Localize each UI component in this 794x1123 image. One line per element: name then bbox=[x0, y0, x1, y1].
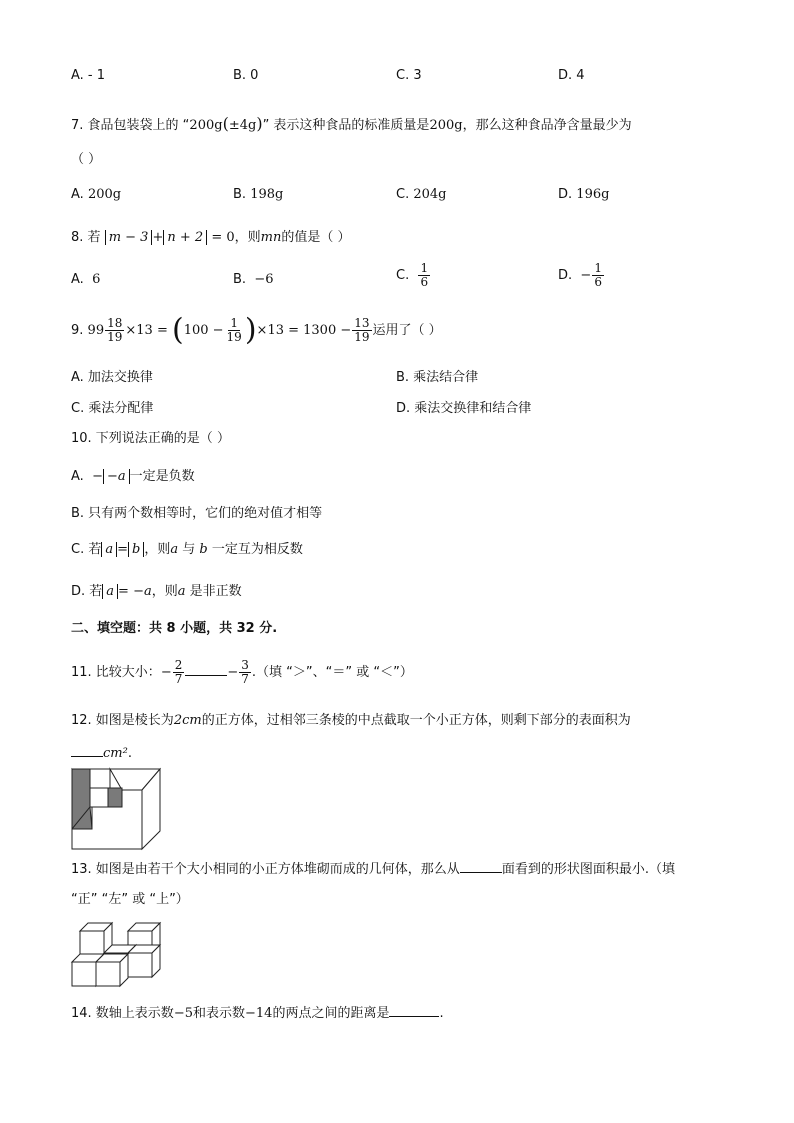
q6-option-d: D. 4 bbox=[558, 68, 585, 83]
q10-d-a: a bbox=[177, 584, 186, 599]
q8-option-d bbox=[558, 262, 605, 289]
q9-fraction-1 bbox=[105, 317, 124, 344]
q9-number: 9. bbox=[71, 323, 84, 338]
q7-option-b-value: 198g bbox=[250, 187, 284, 202]
q8-option-a bbox=[71, 271, 100, 289]
q7-tol-paren-close: ) bbox=[256, 114, 263, 133]
q12-unit: cm² bbox=[103, 746, 128, 761]
q10-option-c bbox=[71, 541, 303, 559]
q13-text-1: 13. 如图是由若干个大小相同的小正方体堆砌而成的几何体，那么从 bbox=[71, 862, 460, 877]
q11-number: 11. 比较大小： bbox=[71, 665, 161, 680]
cube-notch-inner-shade bbox=[108, 788, 122, 807]
q7-option-b bbox=[233, 186, 283, 204]
q7-stem bbox=[71, 115, 632, 135]
q9-fraction-2 bbox=[225, 317, 244, 344]
q8-option-a-label: A. bbox=[71, 272, 84, 287]
q12-answer-line bbox=[71, 744, 132, 763]
q7-option-a bbox=[71, 186, 121, 204]
q9-fraction-3 bbox=[352, 317, 371, 344]
q12-number: 12. 如图是棱长为 bbox=[71, 713, 174, 728]
q7-option-c-value: 204g bbox=[413, 187, 447, 202]
q11-f1-num: 2 bbox=[174, 658, 183, 672]
q8-stem bbox=[71, 229, 350, 247]
q8-mn: mn bbox=[260, 230, 282, 245]
q11-fraction-1 bbox=[173, 659, 185, 686]
q8-abs-1: m − 3 bbox=[105, 230, 153, 245]
q11-f2-sign: − bbox=[227, 665, 239, 680]
q8-d-den: 6 bbox=[594, 275, 602, 289]
q13-text-1b: 面看到的形状图面积最小.（填 bbox=[501, 862, 675, 877]
q7-text-1: 食品包装袋上的 “ bbox=[87, 118, 190, 133]
q9-f3-den: 19 bbox=[354, 330, 370, 344]
q10-d-abs: a bbox=[102, 584, 118, 599]
q10-option-a bbox=[71, 468, 195, 486]
q8-option-d-label: D. bbox=[558, 268, 573, 283]
q13-cubes-figure bbox=[70, 918, 164, 990]
q9-f2-num: 1 bbox=[230, 316, 238, 330]
q11-f2-num: 3 bbox=[241, 658, 249, 672]
q7-tolerance: ±4g bbox=[228, 118, 257, 133]
q10-option-b: B. 只有两个数相等时，它们的绝对值才相等 bbox=[71, 506, 323, 521]
q8-option-c bbox=[396, 262, 431, 289]
q8-plus: + bbox=[152, 230, 164, 245]
q10-option-a-label: A. bbox=[71, 469, 84, 484]
q8-option-b bbox=[233, 271, 274, 289]
q7-option-d-value: 196g bbox=[576, 187, 610, 202]
q7-text-2: ” 表示这种食品的标准质量是 bbox=[262, 118, 430, 133]
q8-c-num: 1 bbox=[420, 261, 429, 275]
q7-option-a-value: 200g bbox=[87, 187, 122, 202]
small-cube-front bbox=[72, 962, 96, 986]
q10-a-text: 一定是负数 bbox=[129, 469, 195, 484]
q13-answer-blank[interactable] bbox=[460, 860, 502, 873]
q7-number: 7. bbox=[71, 118, 84, 133]
q13-stem-line-1 bbox=[71, 860, 675, 879]
q6-option-b: B. 0 bbox=[233, 68, 259, 83]
q9-times-13b: ×13 = 1300 − bbox=[256, 323, 352, 338]
q7-paren: （ ） bbox=[71, 152, 102, 167]
q9-f1-num: 18 bbox=[107, 316, 123, 330]
q14-text-1: 14. 数轴上表示数 bbox=[71, 1006, 174, 1021]
q8-option-b-value: −6 bbox=[254, 272, 274, 287]
q9-hundred: 100 − bbox=[183, 323, 224, 338]
q8-c-den: 6 bbox=[420, 275, 429, 289]
q8-option-b-label: B. bbox=[233, 272, 247, 287]
q9-paren-open: ( bbox=[171, 312, 184, 348]
q7-tol-paren-open: ( bbox=[222, 114, 229, 133]
q10-c-eq: = bbox=[117, 542, 129, 557]
q8-d-num: 1 bbox=[594, 261, 602, 275]
q9-option-d: D. 乘法交换律和结合律 bbox=[396, 401, 532, 416]
q9-paren-close: ) bbox=[244, 312, 257, 348]
q8-option-a-value: 6 bbox=[92, 272, 101, 287]
q9-whole: 99 bbox=[87, 323, 105, 338]
q8-text-1: ，则 bbox=[234, 230, 261, 245]
q12-cube-figure bbox=[70, 767, 164, 851]
q10-option-c-label: C. 若 bbox=[71, 542, 102, 557]
q11-stem bbox=[71, 656, 413, 690]
q9-stem bbox=[71, 314, 442, 348]
q10-c-abs-1: a bbox=[101, 542, 117, 557]
q10-c-text-3: 一定互为相反数 bbox=[211, 542, 303, 557]
q10-d-text-2: 是非正数 bbox=[189, 584, 242, 599]
q10-d-text-1: ，则 bbox=[151, 584, 178, 599]
q12-answer-blank[interactable] bbox=[71, 744, 103, 757]
q7-option-d-label: D. bbox=[558, 187, 573, 202]
q9-f1-den: 19 bbox=[107, 330, 123, 344]
q10-option-d-label: D. 若 bbox=[71, 584, 103, 599]
small-cube bbox=[96, 954, 128, 986]
q11-f1-den: 7 bbox=[174, 672, 183, 686]
q8-equals: = 0 bbox=[211, 230, 235, 245]
q11-f1-sign: − bbox=[160, 665, 172, 680]
q11-text: .（填 “＞”、“＝” 或 “＜”） bbox=[251, 665, 413, 680]
section-2-heading: 二、填空题：共 8 小题，共 32 分. bbox=[71, 621, 278, 636]
q14-number-1: −5 bbox=[173, 1006, 193, 1021]
q7-spec: 200g bbox=[189, 118, 223, 133]
q6-option-a: A. - 1 bbox=[71, 68, 106, 83]
q10-a-minus: − bbox=[92, 469, 103, 484]
q13-stem-line-2: “正” “左” 或 “上”） bbox=[71, 892, 189, 907]
cube-notch-top-face bbox=[90, 769, 110, 788]
q12-end: . bbox=[127, 746, 132, 761]
q14-text-3: 的两点之间的距离是 bbox=[272, 1006, 390, 1021]
q8-option-c-fraction bbox=[418, 262, 430, 289]
q7-standard: 200g bbox=[429, 118, 463, 133]
q14-stem bbox=[71, 1004, 444, 1023]
q10-d-eq: = −a bbox=[118, 584, 152, 599]
q10-c-text-2: 与 bbox=[182, 542, 196, 557]
small-cube bbox=[128, 945, 160, 977]
q12-text: 的正方体，过相邻三条棱的中点截取一个小正方体，则剩下部分的表面积为 bbox=[201, 713, 631, 728]
q9-text: 运用了（ ） bbox=[372, 323, 442, 338]
q14-text-2: 和表示数 bbox=[192, 1006, 245, 1021]
q10-c-text-1: ，则 bbox=[144, 542, 171, 557]
q7-text-3: ，那么这种食品净含量最少为 bbox=[462, 118, 632, 133]
q10-stem: 10. 下列说法正确的是（ ） bbox=[71, 431, 230, 446]
small-cube-front bbox=[96, 962, 120, 986]
q7-option-a-label: A. bbox=[71, 187, 84, 202]
q14-answer-blank[interactable] bbox=[389, 1004, 439, 1017]
q9-times-13: ×13 = bbox=[125, 323, 168, 338]
q10-c-b: b bbox=[199, 542, 208, 557]
q8-d-sign: − bbox=[580, 268, 592, 283]
q9-option-b: B. 乘法结合律 bbox=[396, 370, 479, 385]
q8-text-2: 的值是（ ） bbox=[281, 230, 351, 245]
q8-option-c-label: C. bbox=[396, 268, 410, 283]
q8-abs-2: n + 2 bbox=[163, 230, 207, 245]
q9-f3-num: 13 bbox=[354, 316, 370, 330]
q9-option-c: C. 乘法分配律 bbox=[71, 401, 154, 416]
q7-option-c-label: C. bbox=[396, 187, 410, 202]
q7-option-c bbox=[396, 186, 447, 204]
small-cube-front bbox=[80, 931, 104, 955]
q10-a-abs: −a bbox=[103, 469, 130, 484]
q7-option-d bbox=[558, 186, 609, 204]
q10-c-abs-2: b bbox=[128, 542, 144, 557]
q12-edge-length: 2cm bbox=[173, 713, 202, 728]
q10-c-a: a bbox=[170, 542, 179, 557]
q10-option-d bbox=[71, 583, 242, 601]
q8-option-d-fraction bbox=[592, 262, 604, 289]
q7-option-b-label: B. bbox=[233, 187, 247, 202]
q14-end: . bbox=[439, 1006, 444, 1021]
q9-option-a: A. 加法交换律 bbox=[71, 370, 153, 385]
q12-stem bbox=[71, 712, 631, 730]
q8-number: 8. 若 bbox=[71, 230, 101, 245]
q14-number-2: −14 bbox=[245, 1006, 273, 1021]
q9-f2-den: 19 bbox=[226, 330, 242, 344]
q11-fraction-2 bbox=[239, 659, 251, 686]
q11-answer-blank[interactable] bbox=[185, 663, 227, 676]
q11-f2-den: 7 bbox=[241, 672, 249, 686]
small-cube-front bbox=[128, 953, 152, 977]
q6-option-c: C. 3 bbox=[396, 68, 422, 83]
